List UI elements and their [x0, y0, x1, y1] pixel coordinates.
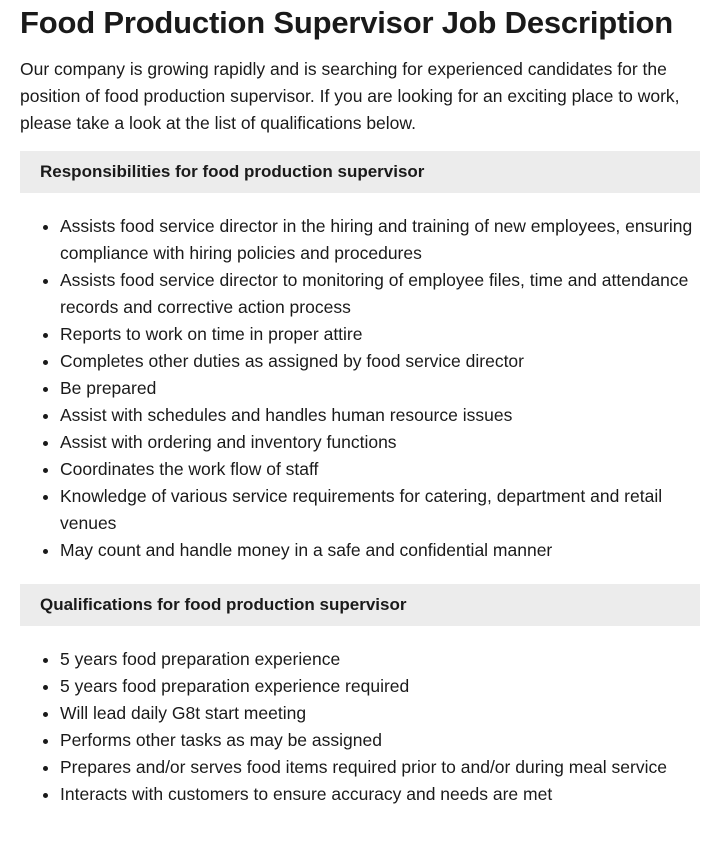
- list-item: • Coordinates the work flow of staff: [60, 456, 700, 483]
- list-item: • Reports to work on time in proper attire: [60, 321, 700, 348]
- list-item: • Interacts with customers to ensure accuracy and needs are met: [60, 781, 700, 808]
- list-item: • Assist with ordering and inventory functions: [60, 429, 700, 456]
- list-item: • Performs other tasks as may be assigned: [60, 727, 700, 754]
- qualifications-list: [20, 646, 700, 808]
- responsibilities-heading: Responsibilities for food production supervisor: [20, 151, 700, 193]
- page-title: Food Production Supervisor Job Description: [20, 5, 673, 40]
- list-item: • Completes other duties as assigned by food service director: [60, 348, 700, 375]
- responsibilities-list: [20, 213, 700, 564]
- intro-text: Our company is growing rapidly and is searching for experienced candidates for the position of food production supervisor. If you are looking for an exciting place to work, please take a look at the list of qualifications below.: [20, 59, 680, 133]
- list-item: • Assist with schedules and handles human resource issues: [60, 402, 700, 429]
- list-item: • Assists food service director in the hiring and training of new employees, ensuring compliance with hiring policies and procedures: [60, 213, 700, 267]
- list-item: • Knowledge of various service requirements for catering, department and retail venues: [60, 483, 700, 537]
- list-item: • 5 years food preparation experience required: [60, 673, 700, 700]
- list-item: • Assists food service director to monitoring of employee files, time and attendance records and corrective action process: [60, 267, 700, 321]
- list-item: • Be prepared: [60, 375, 700, 402]
- qualifications-heading: Qualifications for food production supervisor: [20, 584, 700, 626]
- list-item: • May count and handle money in a safe and confidential manner: [60, 537, 700, 564]
- list-item: • Prepares and/or serves food items required prior to and/or during meal service: [60, 754, 700, 781]
- list-item: • 5 years food preparation experience: [60, 646, 700, 673]
- list-item: • Will lead daily G8t start meeting: [60, 700, 700, 727]
